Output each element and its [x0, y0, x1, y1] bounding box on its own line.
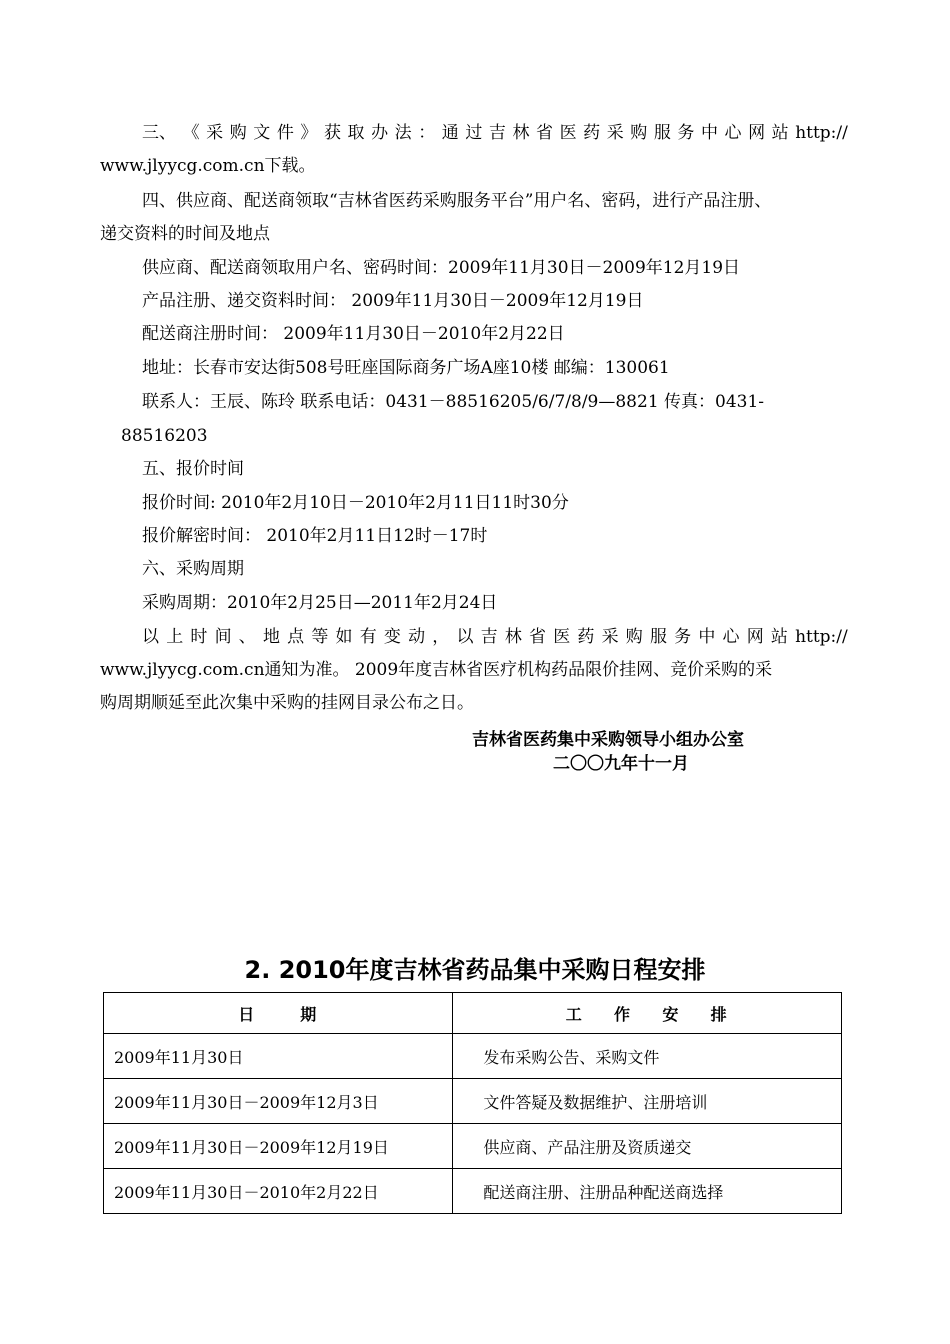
glyph: 法 — [394, 123, 412, 143]
para3-line1 — [142, 121, 848, 145]
glyph: 变 — [383, 627, 401, 647]
glyph: 网 — [748, 123, 766, 143]
note-line2: www.jlyycg.com.cn通知为准。 2009年度吉林省医疗机构药品限价挂网、竞价采购的采 — [100, 660, 773, 680]
header-date-char: 期 — [300, 1004, 319, 1024]
header-work — [453, 993, 842, 1034]
glyph: 务 — [677, 123, 695, 143]
table-row — [104, 1079, 842, 1124]
signature-org: 吉林省医药集中采购领导小组办公室 — [472, 730, 744, 750]
glyph: 地 — [262, 627, 280, 647]
para6-heading: 六、采购周期 — [142, 559, 244, 579]
schedule-header-row — [104, 993, 842, 1034]
glyph: 服 — [649, 627, 667, 647]
glyph: 三、 — [142, 123, 176, 143]
glyph: http:// — [795, 627, 848, 647]
glyph: 取 — [347, 123, 365, 143]
note-line3: 购周期顺延至此次集中采购的挂网目录公布之日。 — [100, 693, 474, 713]
glyph: 站 — [770, 627, 788, 647]
glyph: 购 — [229, 123, 247, 143]
row-work: 文件答疑及数据维护、注册培训 — [453, 1079, 842, 1124]
header-work-char: 排 — [710, 1004, 729, 1024]
glyph: 文 — [253, 123, 271, 143]
row-work: 配送商注册、注册品种配送商选择 — [453, 1169, 842, 1214]
glyph: 采 — [606, 123, 624, 143]
header-date-char: 日 — [238, 1004, 257, 1024]
header-work-char: 作 — [614, 1004, 633, 1024]
signature-date: 二〇〇九年十一月 — [553, 754, 689, 774]
glyph: 站 — [771, 123, 789, 143]
table-row — [104, 1034, 842, 1079]
note-line1 — [142, 625, 848, 649]
row-date: 2009年11月30日－2010年2月22日 — [104, 1169, 453, 1214]
glyph: 有 — [359, 627, 377, 647]
schedule-title: 2. 2010年度吉林省药品集中采购日程安排 — [244, 956, 706, 984]
para4-line2: 递交资料的时间及地点 — [100, 224, 270, 244]
glyph: 、 — [238, 627, 256, 647]
para4-line1: 四、供应商、配送商领取“吉林省医药采购服务平台”用户名、密码，进行产品注册、 — [142, 191, 772, 211]
glyph: 中 — [700, 123, 718, 143]
para4-item-distributor-register: 配送商注册时间： 2009年11月30日－2010年2月22日 — [142, 324, 565, 344]
glyph: 医 — [559, 123, 577, 143]
glyph: ： — [418, 123, 436, 143]
glyph: 务 — [674, 627, 692, 647]
row-date: 2009年11月30日－2009年12月3日 — [104, 1079, 453, 1124]
glyph: 医 — [553, 627, 571, 647]
glyph: 购 — [630, 123, 648, 143]
glyph: 采 — [206, 123, 224, 143]
glyph: 件 — [276, 123, 294, 143]
glyph: 时 — [190, 627, 208, 647]
glyph: 吉 — [488, 123, 506, 143]
glyph: 获 — [323, 123, 341, 143]
glyph: 省 — [529, 627, 546, 647]
glyph: 吉 — [480, 627, 498, 647]
glyph: 中 — [698, 627, 716, 647]
glyph: 服 — [653, 123, 671, 143]
para4-item-contact: 联系人：王辰、陈玲 联系电话：0431－88516205/6/7/8/9—8821 传真：0431- — [142, 392, 765, 412]
glyph: 林 — [504, 627, 522, 647]
glyph: 购 — [625, 627, 643, 647]
glyph: 过 — [465, 123, 483, 143]
header-date — [104, 993, 453, 1034]
glyph: ， — [432, 627, 450, 647]
glyph: 动 — [408, 627, 426, 647]
glyph: http:// — [795, 123, 848, 143]
glyph: 药 — [577, 627, 595, 647]
glyph: 省 — [536, 123, 553, 143]
glyph: 心 — [722, 627, 740, 647]
para5-item-quote-time: 报价时间: 2010年2月10日－2010年2月11日11时30分 — [142, 493, 569, 513]
header-work-char: 工 — [565, 1004, 584, 1024]
row-date: 2009年11月30日 — [104, 1034, 453, 1079]
glyph: 点 — [287, 627, 305, 647]
row-work: 供应商、产品注册及资质递交 — [453, 1124, 842, 1169]
schedule-table — [103, 992, 842, 1214]
glyph: 药 — [583, 123, 601, 143]
glyph: 网 — [746, 627, 764, 647]
glyph: 等 — [311, 627, 329, 647]
glyph: 林 — [512, 123, 530, 143]
glyph: 通 — [441, 123, 459, 143]
para4-fax-continued: 88516203 — [121, 426, 208, 446]
table-row — [104, 1169, 842, 1214]
glyph: 上 — [166, 627, 184, 647]
header-work-char: 安 — [662, 1004, 681, 1024]
glyph: 《 — [182, 123, 200, 143]
glyph: 采 — [601, 627, 619, 647]
para4-item-receive: 供应商、配送商领取用户名、密码时间：2009年11月30日－2009年12月19日 — [142, 258, 741, 278]
para6-item-period: 采购周期：2010年2月25日—2011年2月24日 — [142, 593, 498, 613]
para3-line2: www.jlyycg.com.cn下载。 — [100, 156, 316, 176]
glyph: 间 — [214, 627, 232, 647]
glyph: 办 — [371, 123, 389, 143]
glyph: 以 — [142, 627, 159, 647]
table-row — [104, 1124, 842, 1169]
row-date: 2009年11月30日－2009年12月19日 — [104, 1124, 453, 1169]
glyph: 》 — [300, 123, 318, 143]
glyph: 如 — [335, 627, 353, 647]
para4-item-product-register: 产品注册、递交资料时间： 2009年11月30日－2009年12月19日 — [142, 291, 644, 311]
para4-item-address: 地址：长春市安达街508号旺座国际商务广场A座10楼 邮编：130061 — [142, 358, 670, 378]
row-work: 发布采购公告、采购文件 — [453, 1034, 842, 1079]
glyph: 心 — [724, 123, 742, 143]
glyph: 以 — [456, 627, 474, 647]
para5-item-decrypt-time: 报价解密时间： 2010年2月11日12时－17时 — [142, 526, 488, 546]
para5-heading: 五、报价时间 — [142, 459, 244, 479]
